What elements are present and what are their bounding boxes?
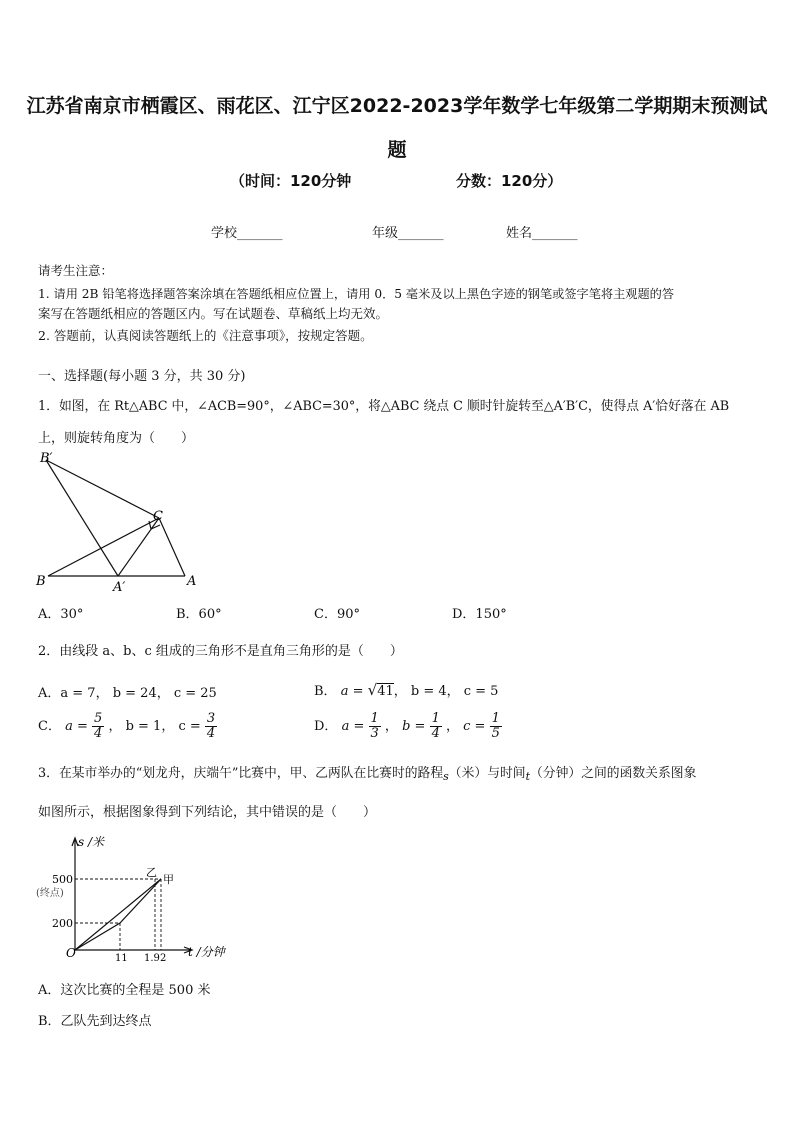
frac-numerator: 5: [94, 711, 103, 726]
q2-option-b-radicand: 41: [377, 684, 394, 699]
x-tick-2: 2: [160, 953, 167, 964]
frac-denominator: 4: [94, 726, 103, 741]
q2-option-c-a-frac: [92, 712, 104, 741]
frac-denominator: 5: [491, 726, 500, 741]
exam-title-line1: 江苏省南京市栖霞区、雨花区、江宁区2022-2023学年数学七年级第二学期期末预测试: [26, 95, 768, 117]
q3-stem-var-s: s: [443, 770, 449, 783]
exam-time: （时间：120分钟: [230, 172, 352, 190]
label-a: A: [187, 574, 197, 589]
q3-stem-var-t: t: [525, 770, 530, 783]
segment-c-a: [159, 518, 185, 576]
frac-numerator: 1: [431, 711, 440, 726]
y-tick-500: 500: [52, 873, 73, 886]
q1-option-b[interactable]: B．60°: [176, 607, 222, 622]
label-jia: 甲: [163, 873, 174, 886]
notice-item1-line2: 案写在答题纸相应的答题区内。写在试题卷、草稿纸上均无效。: [38, 306, 389, 321]
q2-stem: 2．由线段 a、b、c 组成的三角形不是直角三角形的是（ ）: [38, 644, 403, 659]
y-tick-200: 200: [52, 917, 73, 930]
x-tick-11: 11: [115, 953, 128, 964]
q1-stem-line1: 1．如图，在 Rt△ABC 中，∠ACB=90°，∠ABC=30°，将△ABC 绕点 C 顺时针旋转至△A′B′C，使得点 A′恰好落在 AB: [38, 399, 730, 414]
q3-option-b[interactable]: B．乙队先到达终点: [38, 1014, 152, 1029]
q2-option-d-c-eq: ， c =: [445, 719, 486, 734]
q2-option-c-label: C．: [38, 719, 61, 734]
q2-option-b-label: B．: [314, 684, 337, 699]
q1-figure: [30, 445, 210, 595]
frac-denominator: 3: [370, 726, 379, 741]
q2-option-d-b-frac: [430, 712, 442, 741]
frac-denominator: 4: [431, 726, 440, 741]
exam-title: [20, 84, 774, 172]
q3-graph: [30, 830, 240, 965]
q3-stem-part2: （米）与时间: [448, 766, 526, 781]
frac-denominator: 4: [206, 726, 216, 741]
notice-item2: 2. 答题前，认真阅读答题纸上的《注意事项》，按规定答题。: [38, 328, 373, 343]
q1-option-a[interactable]: A．30°: [38, 607, 84, 622]
q3-option-a[interactable]: A．这次比赛的全程是 500 米: [38, 983, 211, 998]
school-field: 学校_______: [211, 226, 283, 241]
q2-option-b-rest: ， b = 4， c = 5: [393, 684, 499, 699]
notice-heading: 请考生注意：: [38, 263, 114, 278]
frac-numerator: 3: [206, 711, 216, 726]
sqrt-icon: √: [367, 681, 378, 699]
name-field: 姓名_______: [506, 226, 578, 241]
q2-option-d-a-eq: a =: [341, 719, 365, 734]
q1-option-c[interactable]: C．90°: [314, 607, 360, 622]
q2-option-c-c-frac: [205, 712, 217, 741]
q3-stem-line2: 如图所示，根据图象得到下列结论，其中错误的是（ ）: [38, 805, 377, 820]
q2-option-d-b-eq: ， b =: [384, 719, 426, 734]
segment-b-c: [48, 518, 159, 576]
q2-option-b[interactable]: [314, 680, 498, 699]
q1-option-d[interactable]: D．150°: [452, 607, 507, 622]
label-bprime: B′: [40, 451, 53, 466]
q3-stem-line1: [38, 762, 696, 783]
end-label: (终点): [36, 888, 64, 899]
label-yi: 乙: [146, 866, 157, 879]
exam-meta: [0, 170, 794, 194]
q2-option-d-c-frac: [490, 712, 502, 741]
grade-field: 年级_______: [372, 226, 444, 241]
label-c: C: [153, 509, 163, 524]
frac-numerator: 1: [491, 711, 500, 726]
x-axis-label: t /分钟: [188, 945, 225, 959]
q2-option-c-a-eq: a =: [65, 719, 88, 734]
q2-option-d-a-frac: [369, 712, 381, 741]
line-jia: [75, 879, 161, 950]
q3-stem-part3: （分钟）之间的函数关系图象: [530, 766, 697, 781]
q1-stem-line2: 上，则旋转角度为（ ）: [38, 431, 195, 446]
label-aprime: A′: [113, 580, 126, 595]
segment-aprime-c: [118, 518, 159, 576]
q2-option-b-a: a =: [340, 684, 364, 699]
exam-score: 分数：120分）: [456, 172, 563, 190]
q3-stem-part1: 3．在某市举办的“划龙舟，庆端午”比赛中，甲、乙两队在比赛时的路程: [38, 766, 444, 781]
y-axis-label: s /米: [78, 835, 105, 849]
x-tick-19: 1.9: [144, 953, 160, 964]
exam-title-line2: 题: [387, 139, 407, 161]
q2-option-d[interactable]: [314, 712, 502, 741]
section1-heading: 一、选择题(每小题 3 分，共 30 分): [38, 369, 246, 384]
frac-numerator: 1: [370, 711, 379, 726]
label-b: B: [36, 574, 46, 589]
notice-item1-line1: 1. 请用 2B 铅笔将选择题答案涂填在答题纸相应位置上，请用 0．5 毫米及以上黑色字迹的钢笔或签字笔将主观题的答: [38, 287, 675, 301]
q2-option-c[interactable]: [38, 712, 217, 741]
q2-option-c-b: ， b = 1， c =: [108, 719, 201, 734]
segment-bprime-c: [46, 460, 159, 518]
origin-label: O: [66, 946, 76, 960]
q2-option-d-label: D．: [314, 719, 338, 734]
q2-option-a[interactable]: A．a = 7， b = 24， c = 25: [38, 686, 217, 701]
